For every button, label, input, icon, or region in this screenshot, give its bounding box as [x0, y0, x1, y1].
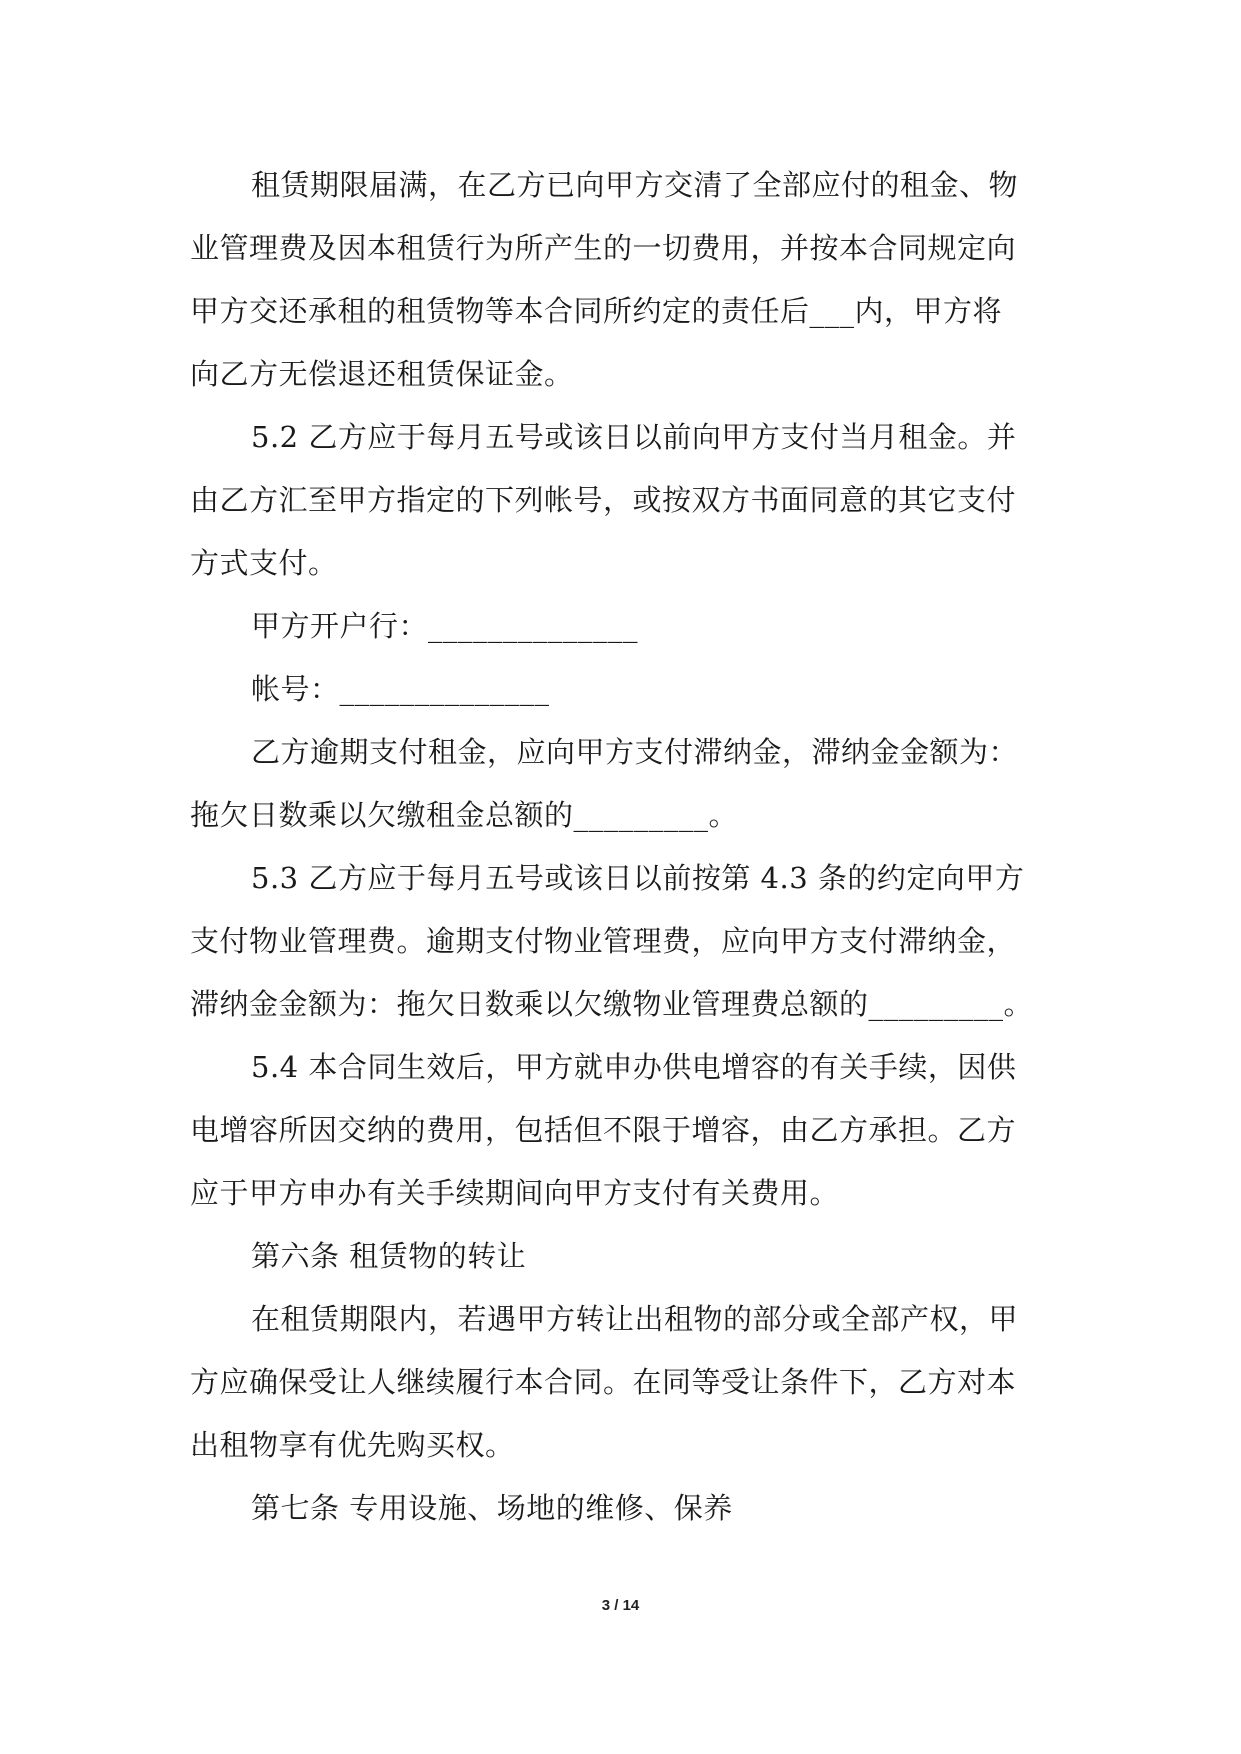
text-line: 帐号：______________ — [251, 672, 550, 706]
text-line: 出租物享有优先购买权。 — [190, 1428, 515, 1462]
text-line: 向乙方无偿退还租赁保证金。 — [190, 357, 574, 391]
paragraph-late-rent-fee — [190, 721, 1060, 847]
heading-article-6 — [190, 1225, 1060, 1288]
text-line: 方式支付。 — [190, 546, 338, 580]
text-line: 乙方逾期支付租金，应向甲方支付滞纳金，滞纳金金额为： — [251, 735, 1019, 769]
text-line: 支付物业管理费。逾期支付物业管理费，应向甲方支付滞纳金， — [190, 924, 1017, 958]
text-line: 甲方开户行：______________ — [251, 609, 639, 643]
text-line: 方应确保受让人继续履行本合同。在同等受让条件下，乙方对本 — [190, 1365, 1017, 1399]
paragraph-clause-5-3 — [190, 847, 1060, 1036]
text-line: 应于甲方申办有关手续期间向甲方支付有关费用。 — [190, 1176, 840, 1210]
paragraph-bank-name — [190, 595, 1060, 658]
paragraph-clause-5-4 — [190, 1036, 1060, 1225]
text-line: 甲方交还承租的租赁物等本合同所约定的责任后___内，甲方将 — [190, 294, 1003, 328]
paragraph-account-number — [190, 658, 1060, 721]
paragraph-deposit-refund — [190, 154, 1060, 406]
document-body — [190, 154, 1060, 1540]
section-heading: 第七条 专用设施、场地的维修、保养 — [251, 1491, 733, 1525]
text-line: 5.4 本合同生效后，甲方就申办供电增容的有关手续，因供 — [251, 1050, 1017, 1084]
text-line: 5.2 乙方应于每月五号或该日以前向甲方支付当月租金。并 — [251, 420, 1017, 454]
paragraph-property-transfer — [190, 1288, 1060, 1477]
text-line: 拖欠日数乘以欠缴租金总额的_________。 — [190, 798, 739, 832]
text-line: 5.3 乙方应于每月五号或该日以前按第 4.3 条的约定向甲方 — [251, 861, 1025, 895]
heading-article-7 — [190, 1477, 1060, 1540]
text-line: 滞纳金金额为：拖欠日数乘以欠缴物业管理费总额的_________。 — [190, 987, 1034, 1021]
text-line: 在租赁期限内，若遇甲方转让出租物的部分或全部产权，甲 — [251, 1302, 1019, 1336]
text-line: 业管理费及因本租赁行为所产生的一切费用，并按本合同规定向 — [190, 231, 1017, 265]
text-line: 由乙方汇至甲方指定的下列帐号，或按双方书面同意的其它支付 — [190, 483, 1017, 517]
text-line: 租赁期限届满，在乙方已向甲方交清了全部应付的租金、物 — [251, 168, 1019, 202]
page-number: 3 / 14 — [601, 1597, 640, 1614]
text-line: 电增容所因交纳的费用，包括但不限于增容，由乙方承担。乙方 — [190, 1113, 1017, 1147]
section-heading: 第六条 租赁物的转让 — [251, 1239, 527, 1273]
paragraph-clause-5-2 — [190, 406, 1060, 595]
